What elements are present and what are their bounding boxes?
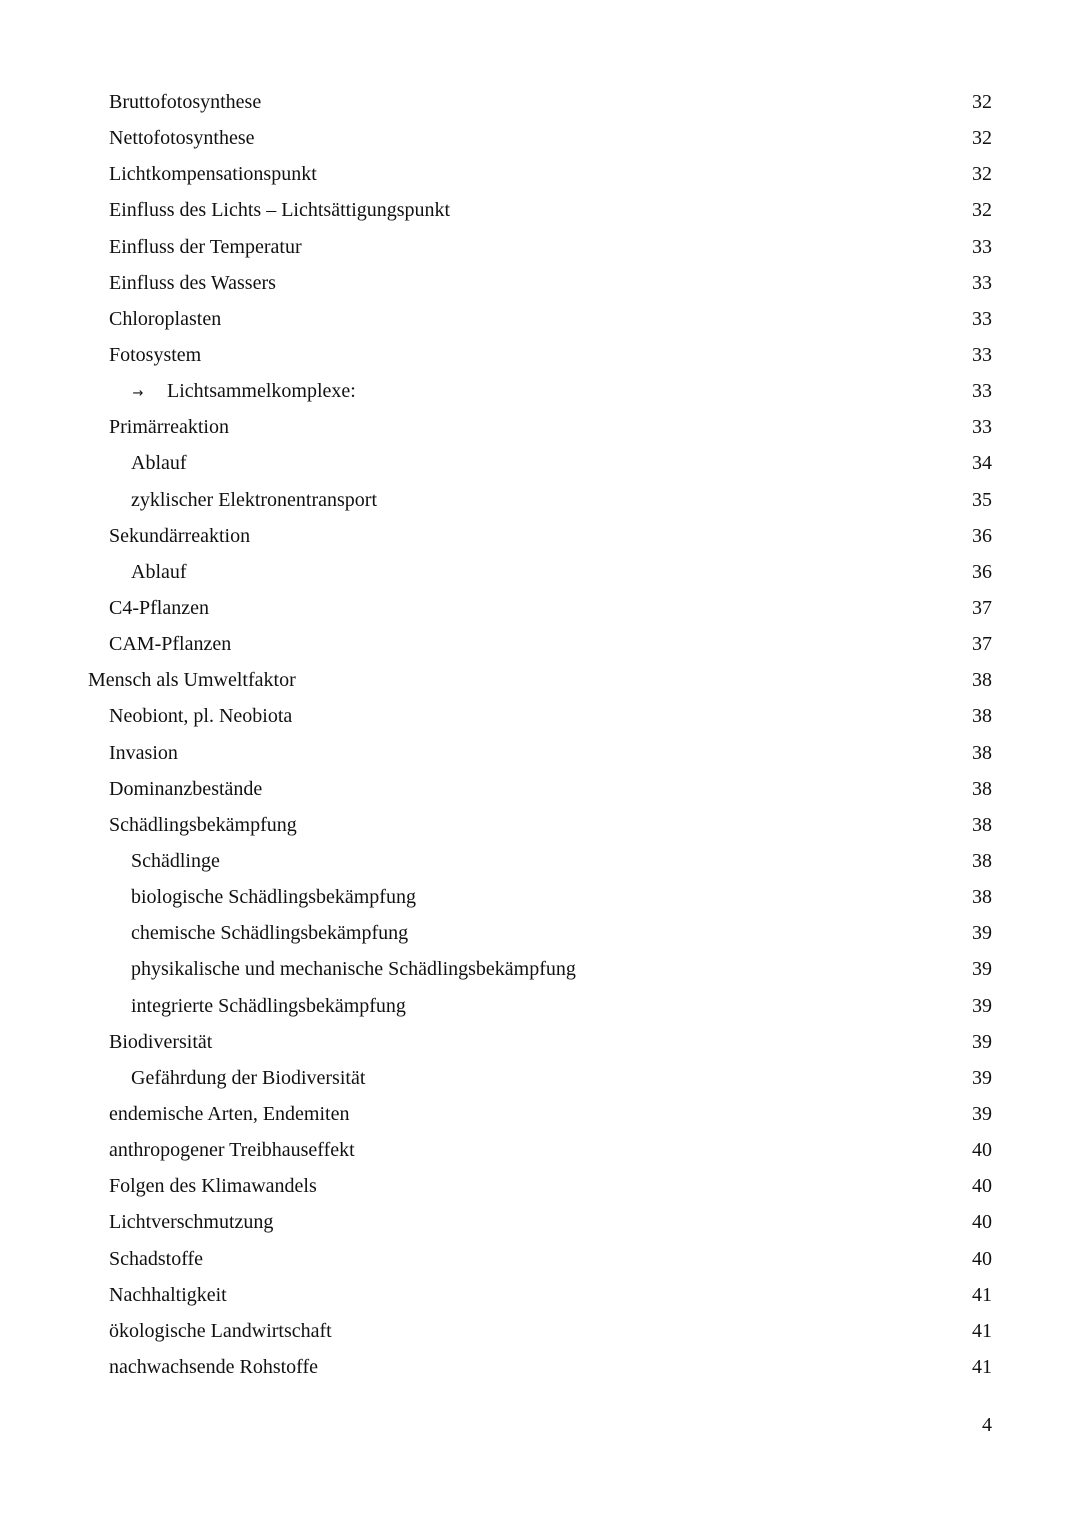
toc-entry-title: Bruttofotosynthese (109, 91, 262, 113)
toc-entry[interactable] (88, 951, 992, 987)
toc-entry-page: 39 (971, 988, 992, 1024)
toc-entry-title: Schädlinge (131, 849, 220, 872)
toc-entry[interactable] (88, 337, 992, 373)
toc-entry-title: CAM-Pflanzen (109, 633, 232, 656)
toc-entry[interactable] (88, 771, 992, 807)
toc-entry-title: Nettofotosynthese (109, 127, 255, 150)
toc-entry[interactable] (88, 482, 992, 518)
toc-entry[interactable] (88, 84, 992, 120)
toc-entry-page: 33 (971, 337, 992, 373)
toc-entry-title: Primärreaktion (109, 416, 229, 439)
toc-entry-title: Neobiont, pl. Neobiota (109, 705, 293, 728)
toc-entry[interactable] (88, 1168, 992, 1204)
toc-entry[interactable] (88, 518, 992, 554)
toc-entry-page: 40 (971, 1204, 992, 1240)
toc-entry[interactable] (88, 1277, 992, 1313)
toc-entry-title: Ablauf (131, 560, 187, 583)
toc-entry-page: 33 (971, 301, 992, 337)
toc-entry-page: 33 (971, 229, 992, 265)
toc-entry-title: integrierte Schädlingsbekämpfung (131, 994, 406, 1017)
toc-entry-title: chemische Schädlingsbekämpfung (131, 922, 409, 945)
toc-entry[interactable] (88, 409, 992, 445)
toc-entry[interactable] (88, 915, 992, 951)
toc-entry-page: 41 (971, 1277, 992, 1313)
toc-entry-title: Lichtsammelkomplexe: (167, 380, 356, 403)
toc-entry-title: C4-Pflanzen (109, 596, 209, 619)
toc-entry-title: Schadstoffe (109, 1247, 204, 1270)
toc-entry-title: Sekundärreaktion (109, 524, 251, 547)
toc-entry-title: Einfluss des Wassers (109, 271, 276, 294)
toc-entry[interactable] (88, 192, 992, 228)
toc-entry[interactable] (88, 554, 992, 590)
toc-entry-title: Fotosystem (109, 343, 202, 366)
toc-entry-page: 40 (971, 1168, 992, 1204)
toc-entry-title: Ablauf (131, 452, 187, 475)
toc-entry-title: Nachhaltigkeit (109, 1283, 227, 1306)
toc-entry-title: zyklischer Elektronentransport (131, 488, 378, 511)
toc-entry[interactable] (88, 626, 992, 662)
toc-entry[interactable] (88, 843, 992, 879)
toc-entry[interactable] (88, 735, 992, 771)
toc-entry[interactable] (88, 1313, 992, 1349)
toc-entry[interactable] (88, 301, 992, 337)
toc-entry-page: 36 (971, 554, 992, 590)
toc-entry-page: 41 (971, 1349, 992, 1385)
toc-entry[interactable] (88, 590, 992, 626)
toc-entry-page: 39 (971, 915, 992, 951)
toc-entry-page: 38 (971, 843, 992, 879)
toc-entry-title: Einfluss der Temperatur (109, 235, 302, 258)
toc-entry-page: 32 (971, 156, 992, 192)
toc-entry-page: 36 (971, 518, 992, 554)
toc-entry-page: 33 (971, 373, 992, 409)
toc-entry-title: Lichtverschmutzung (109, 1211, 274, 1234)
toc-entry-page: 37 (971, 590, 992, 626)
toc-entry-title: biologische Schädlingsbekämpfung (131, 886, 416, 909)
toc-entry[interactable] (88, 1204, 992, 1240)
toc-entry[interactable] (88, 156, 992, 192)
toc-entry-page: 35 (971, 482, 992, 518)
toc-entry-page: 39 (971, 1060, 992, 1096)
toc-entry-page: 38 (971, 698, 992, 734)
toc-entry-page: 39 (971, 1024, 992, 1060)
toc-entry-title: Dominanzbestände (109, 777, 263, 800)
toc-entry[interactable] (88, 879, 992, 915)
toc-entry[interactable] (88, 1060, 992, 1096)
toc-entry-page: 38 (971, 807, 992, 843)
toc-entry-title: Gefährdung der Biodiversität (131, 1066, 366, 1089)
toc-entry-title: anthropogener Treibhauseffekt (109, 1139, 355, 1162)
toc-entry-title: Einfluss des Lichts – Lichtsättigungspunkt (109, 199, 451, 222)
toc-entry-page: 39 (971, 951, 992, 987)
toc-entry-page: 40 (971, 1241, 992, 1277)
toc-entry-title: Folgen des Klimawandels (109, 1175, 317, 1198)
toc-entry-page: 32 (971, 120, 992, 156)
toc-entry-page: 34 (971, 445, 992, 481)
toc-entry-title: Lichtkompensationspunkt (109, 163, 317, 186)
toc-entry[interactable] (88, 1349, 992, 1385)
toc-entry-page: 40 (971, 1132, 992, 1168)
toc-entry[interactable] (88, 445, 992, 481)
toc-entry-title: Schädlingsbekämpfung (109, 813, 297, 836)
toc-entry-page: 33 (971, 265, 992, 301)
toc-entry-page: 37 (971, 626, 992, 662)
toc-entry[interactable] (88, 265, 992, 301)
toc-entry-page: 33 (971, 409, 992, 445)
toc-entry-page: 38 (971, 879, 992, 915)
toc-entry[interactable] (88, 120, 992, 156)
arrow-right-icon: → (132, 386, 144, 402)
toc-entry-title: Invasion (109, 741, 178, 764)
page-number: 4 (982, 1414, 992, 1436)
toc-entry-title: ökologische Landwirtschaft (109, 1319, 332, 1342)
toc-entry-page: 41 (971, 1313, 992, 1349)
toc-entry[interactable] (88, 698, 992, 734)
toc-entry-page: 38 (971, 735, 992, 771)
toc-entry[interactable] (88, 988, 992, 1024)
toc-entry-page: 39 (971, 1096, 992, 1132)
toc-entry-page: 32 (971, 192, 992, 228)
toc-entry[interactable] (88, 1132, 992, 1168)
toc-entry-title: Biodiversität (109, 1030, 213, 1053)
toc-entry[interactable] (88, 373, 992, 409)
toc-entry-title: endemische Arten, Endemiten (109, 1102, 350, 1125)
toc-entry[interactable] (88, 1241, 992, 1277)
toc-entry-page: 32 (971, 84, 992, 120)
toc-entry-title: Chloroplasten (109, 307, 222, 330)
toc-entry[interactable] (88, 1096, 992, 1132)
toc-entry-title: nachwachsende Rohstoffe (109, 1355, 319, 1378)
toc-entry[interactable] (88, 662, 992, 698)
toc-entry-title: physikalische und mechanische Schädlingsbekämpfung (131, 958, 576, 981)
toc-entry[interactable] (88, 807, 992, 843)
toc-entry-title: Mensch als Umweltfaktor (88, 669, 296, 692)
toc-entry[interactable] (88, 229, 992, 265)
toc-entry-page: 38 (971, 662, 992, 698)
toc-entry-page: 38 (971, 771, 992, 807)
table-of-contents (88, 84, 992, 1385)
toc-entry[interactable] (88, 1024, 992, 1060)
